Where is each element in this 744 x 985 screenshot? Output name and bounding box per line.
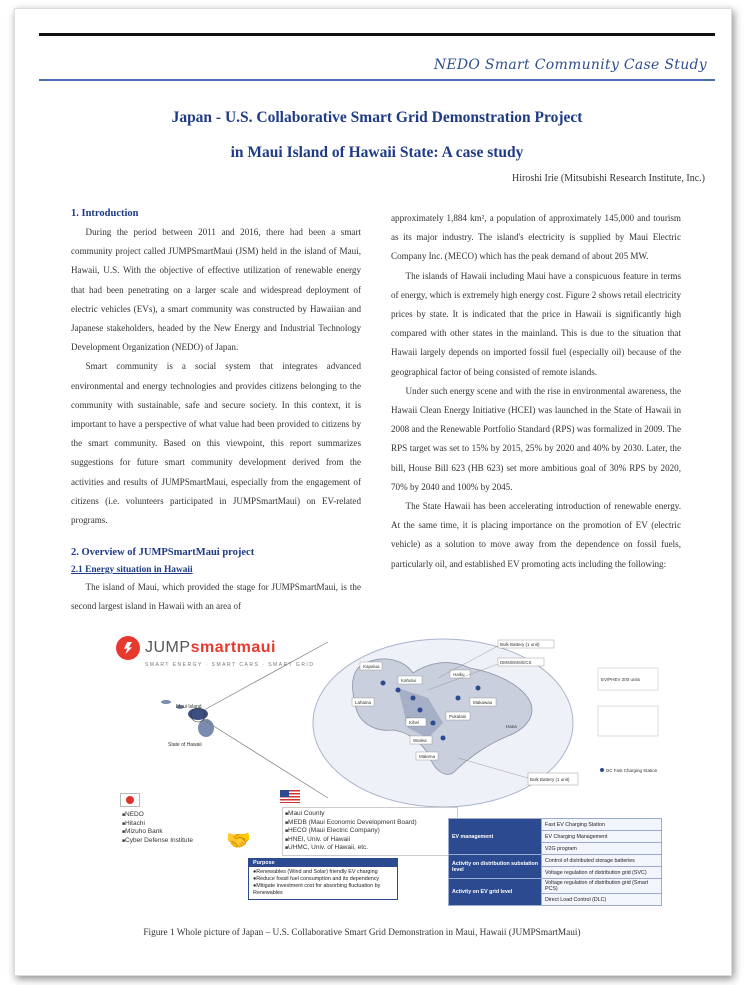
map-callout: Bulk Battery (1 unit)	[500, 642, 540, 647]
map-label: State of Hawaii	[168, 742, 202, 748]
table-item: Control of distributed storage batteries	[542, 855, 662, 867]
map-label: Wailea	[413, 738, 427, 743]
paragraph: approximately 1,884 km², a population of approximately 145,000 and tourism as its major industry. The island's electricity is supplied by Maui Electric Company Inc. (MECO) which has the peak demand of about 205 MW.	[391, 213, 681, 262]
purpose-item: ● Renewables (Wind and Solar) friendly EV charging	[253, 869, 393, 876]
jumpsmartmaui-logo	[116, 636, 276, 660]
map-label: Makena	[419, 754, 436, 759]
org-item: ■ HNEI, Univ. of Hawaii	[285, 836, 455, 845]
left-column	[71, 205, 361, 617]
paragraph: The island of Maui, which provided the stage for JUMPSmartMaui, is the second largest island in Hawaii with an area of	[71, 582, 361, 612]
map-callout: DMS/EMS/ECS	[500, 660, 532, 665]
table-item: Direct Load Control (DLC)	[542, 894, 662, 906]
activity-table	[448, 818, 662, 906]
org-item: ■ HECO (Maui Electric Company)	[285, 827, 455, 836]
org-item: ■ MEDB (Maui Economic Development Board)	[285, 819, 455, 828]
purpose-title: Purpose	[249, 859, 397, 867]
map-label: Kahului	[401, 678, 417, 683]
map-label: Lahaina	[355, 700, 372, 705]
top-rule	[39, 33, 715, 36]
table-item: Fast EV Charging Station	[542, 819, 662, 831]
map-legend-label: DC Fast Charging Station	[606, 768, 658, 773]
map-label: Hana	[506, 724, 517, 729]
purpose-item: ● Mitigate investment cost for absorbing fluctuation by Renewables	[253, 883, 393, 897]
table-item: EV Charging Management	[542, 831, 662, 843]
title-line-1: Japan - U.S. Collaborative Smart Grid Demonstration Project	[171, 109, 583, 126]
japan-flag-icon	[120, 793, 140, 807]
org-item: ■ Mizuho Bank	[122, 828, 232, 837]
figure-1	[98, 628, 668, 923]
handshake-icon: 🤝	[226, 830, 251, 852]
island-shape	[161, 700, 171, 704]
map-label: Haiku	[453, 672, 465, 677]
purpose-box	[248, 858, 398, 900]
paragraph: The islands of Hawaii including Maui have a conspicuous feature in terms of energy, which is extremely high energy cost. Figure 2 shows retail electricity prices by state. It is indicated that the price in Hawaii is significantly high compared with other states in the mainland. This is due to the situation that Hawaii largely depends on imported fossil fuel (especially oil) because of the geographical factor of being consisted of remote islands.	[391, 270, 681, 377]
subsection-heading: 2.1 Energy situation in Hawaii	[71, 565, 193, 576]
paragraph: During the period between 2011 and 2016, there had been a smart community project called JUMPSmartMaui (JSM) held in the island of Maui, Hawaii, U.S. With the objective of effective utilization of renewable energy that had been penetrating on a larger scale and widespread deployment of electric vehicles (EVs), a smart community was constructed by Hawaiian and Japanese stakeholders, headed by the New Energy and Industrial Technology Development Organization (NEDO) of Japan.	[71, 227, 361, 353]
map-callout: EV/PHEV 200 units	[601, 677, 641, 682]
org-item: ■ UHMC, Univ. of Hawaii, etc.	[285, 844, 455, 853]
right-column	[391, 209, 681, 574]
figure-caption: Figure 1 Whole picture of Japan – U.S. Collaborative Smart Grid Demonstration in Maui, Hawaii (JUMPSmartMaui)	[143, 928, 581, 938]
org-item: ■ Hitachi	[122, 820, 232, 829]
table-category: Activity on EV grid level	[449, 879, 542, 906]
paragraph: The State Hawaii has been accelerating introduction of renewable energy. At the same time, it is placing importance on the promotion of EV (electric vehicle) as a solution to move away from the dependence on fossil fuels, particularly oil, and established EV promoting acts including the following:	[391, 501, 681, 569]
map-label: Kihei	[409, 720, 420, 725]
logo-text: JUMPsmartmaui	[145, 639, 276, 656]
org-item: ■ NEDO	[122, 811, 232, 820]
map-label: Pukalani	[449, 714, 467, 719]
series-title: NEDO Smart Community Case Study	[433, 57, 707, 73]
map-callout: Bulk Battery (1 unit)	[530, 777, 570, 782]
author: Hiroshi Irie (Mitsubishi Research Institute, Inc.)	[511, 173, 705, 184]
paragraph: Smart community is a social system that integrates advanced environmental and energy technologies and provides citizens belonging to the community with sustainable, safe and secure society. In this context, it is important to have a perspective of what value had been provided to citizens by the smart community. Based on this viewpoint, this report summarizes suggestions for future smart community development derived from the activities and results of JUMPSmartMaui, especially from the engagement of citizens (i.e. volunteers participated in JUMPSmartMaui) on EV-related programs.	[71, 361, 361, 526]
section-2-heading: 2. Overview of JUMPSmartMaui project	[71, 547, 255, 559]
map-label: Kapalua	[363, 664, 380, 669]
section-1-heading: 1. Introduction	[71, 208, 139, 219]
title-line-2: in Maui Island of Hawaii State: A case study	[230, 144, 524, 161]
map-label: Makawao	[473, 700, 493, 705]
table-category: Activity on distribution substation level	[449, 855, 542, 879]
org-item: ■ Cyber Defense Institute	[122, 837, 232, 846]
table-item: V2G program	[542, 843, 662, 855]
table-item: Voltage regulation of distribution grid (Smart PCS)	[542, 879, 662, 894]
table-item: Voltage regulation of distribution grid (SVC)	[542, 867, 662, 879]
lightning-icon	[116, 636, 140, 660]
paragraph: Under such energy scene and with the rise in environmental awareness, the Hawaii Clean Energy Initiative (HCEI) was launched in the State of Hawaii in 2008 and the Renewable Portfolio Standard (RPS) was formalized in 2009. The RPS target was set to 15% by 2015, 25% by 2020 and 40% by 2030. Later, the bill, House Bill 623 (HB 623) set more ambitious goal of 30% RPS by 2020, 70% by 2040 and 100% by 2045.	[391, 385, 681, 492]
map-label: Maui Island	[176, 704, 202, 710]
header-rule	[39, 79, 715, 81]
table-category: EV management	[449, 819, 542, 855]
org-item: ■ Maui County	[285, 810, 455, 819]
logo-tagline: SMART ENERGY · SMART CARS · SMART GRID	[145, 662, 315, 668]
purpose-item: ● Reduce fossil fuel consumption and its dependency	[253, 876, 393, 883]
us-flag-icon	[280, 790, 300, 803]
